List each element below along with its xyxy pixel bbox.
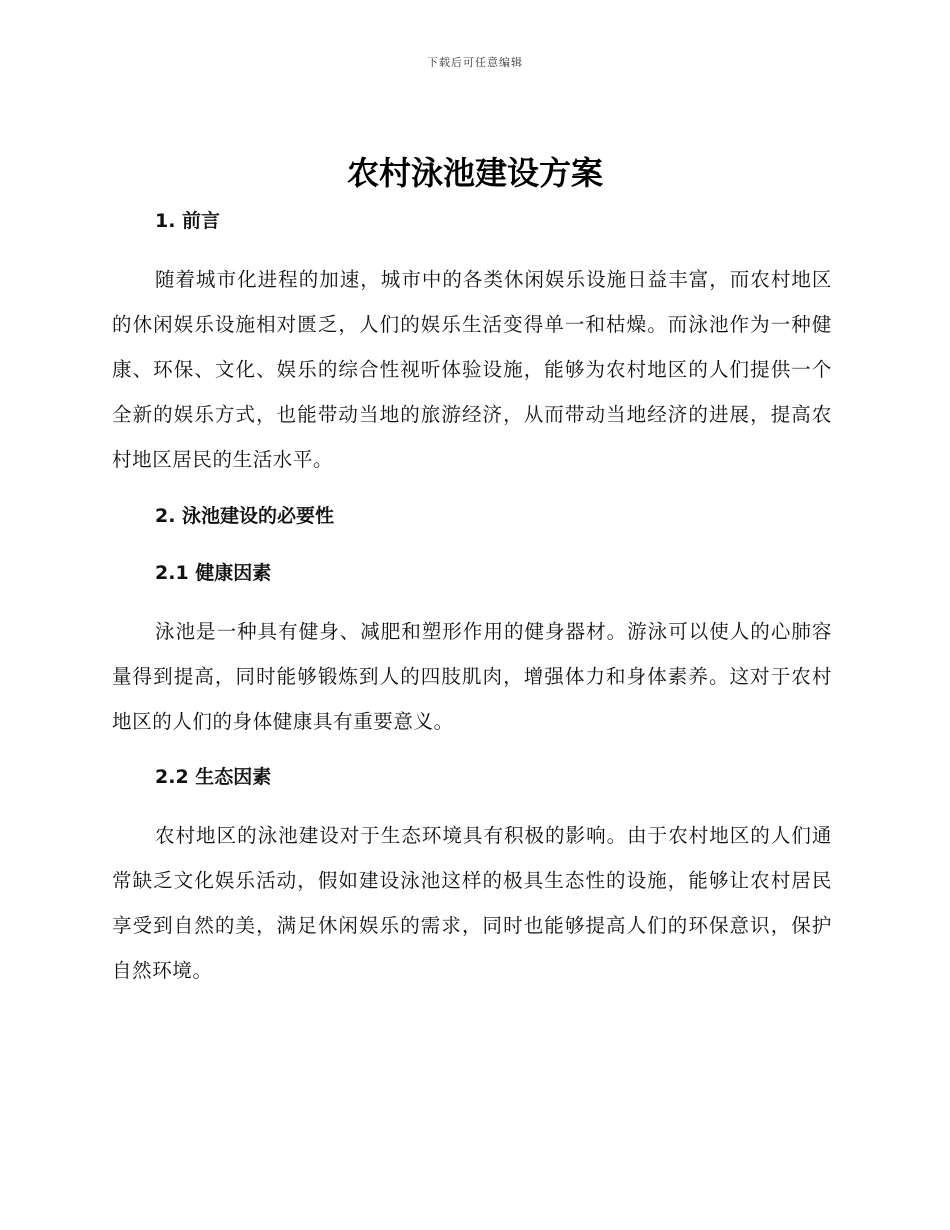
paragraph-preface: 随着城市化进程的加速，城市中的各类休闲娱乐设施日益丰富，而农村地区的休闲娱乐设施相对匮乏，人们的娱乐生活变得单一和枯燥。而泳池作为一种健康、环保、文化、娱乐的综合性视听体验设施，能够为农村地区的人们提供一个全新的娱乐方式，也能带动当地的旅游经济，从而带动当地经济的进展，提高农村地区居民的生活水平。 [112,268,832,471]
section-heading-necessity: 2. 泳池建设的必要性 [155,505,335,527]
section-heading-preface: 1. 前言 [155,210,221,232]
paragraph-ecology: 农村地区的泳池建设对于生态环境具有积极的影响。由于农村地区的人们通常缺乏文化娱乐活动，假如建设泳池这样的极具生态性的设施，能够让农村居民享受到自然的美，满足休闲娱乐的需求，同时也能够提高人们的环保意识，保护自然环境。 [112,824,832,982]
header-note: 下载后可任意编辑 [427,56,523,69]
paragraph-health: 泳池是一种具有健身、减肥和塑形作用的健身器材。游泳可以使人的心肺容量得到提高，同时能够锻炼到人的四肢肌肉，增强体力和身体素养。这对于农村地区的人们的身体健康具有重要意义。 [112,620,832,733]
section-heading-ecology: 2.2 生态因素 [155,766,272,788]
section-heading-health: 2.1 健康因素 [155,562,272,584]
page-title: 农村泳池建设方案 [346,154,603,192]
